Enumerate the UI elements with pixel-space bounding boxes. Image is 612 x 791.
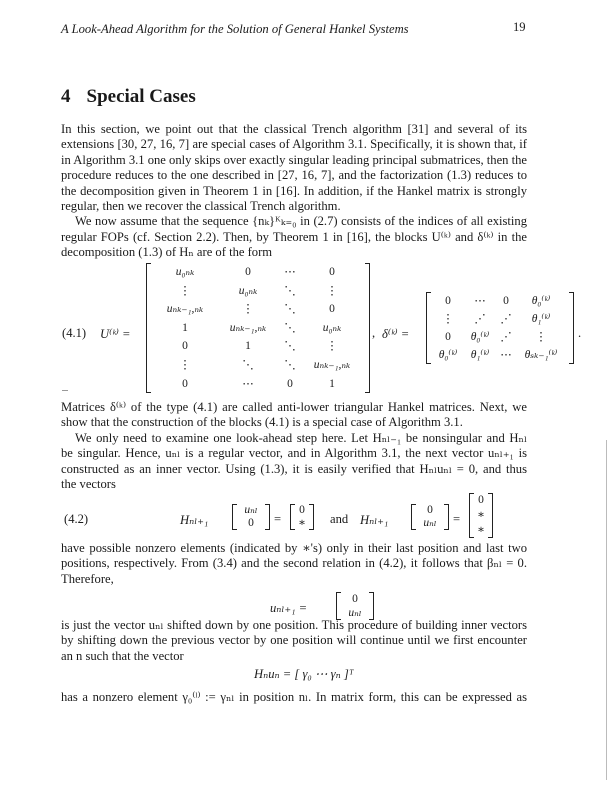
matrix-entry: 1 xyxy=(245,340,251,353)
matrix-entry: 0 xyxy=(182,377,188,390)
text-line: by shifting down the previous vector by one position will continue until we first encounter xyxy=(61,633,527,648)
matrix-entry: 0 xyxy=(182,340,188,353)
text-line: Therefore, xyxy=(61,571,114,586)
matrix-entry: 0 xyxy=(445,331,451,343)
vector-result xyxy=(469,493,493,538)
vector-u xyxy=(232,504,270,530)
matrix-entry: 1 xyxy=(182,321,188,334)
text-line: regular FOPs (cf. Section 2.2). Then, by Theorem 1 in [16], the blocks U⁽ᵏ⁾ and δ⁽ᵏ⁾ in the xyxy=(61,229,527,244)
and-text: and xyxy=(330,512,349,526)
text-line: Matrices δ⁽ᵏ⁾ of the type (4.1) are called anti-lower triangular Hankel matrices. Next, we xyxy=(61,400,527,414)
text-line: the decomposition given in Theorem 1 in [16]. In addition, if the Hankel matrix is strongly xyxy=(61,183,527,198)
text-line: In this section, we point out that the classical Trench algorithm [31] and several of its xyxy=(61,122,527,136)
vector-entry: 0 xyxy=(352,593,358,605)
matrix-delta xyxy=(426,292,574,364)
vector-entry: ∗ xyxy=(477,524,485,536)
vector-entry: 0 xyxy=(299,504,305,516)
matrix-entry: θ₁⁽ᵏ⁾ xyxy=(470,349,490,361)
vector-shifted xyxy=(336,592,374,620)
matrix-entry: ⋱ xyxy=(284,358,296,371)
matrix-entry: ⋱ xyxy=(284,321,296,334)
vector-entry: ∗ xyxy=(477,509,485,521)
H-symbol: Hₙₗ₊₁ xyxy=(360,513,389,527)
matrix-entry: ⋮ xyxy=(442,313,454,325)
scan-edge xyxy=(606,440,607,780)
matrix-entry: ⋱ xyxy=(284,303,296,316)
page-number: 19 xyxy=(513,20,526,34)
text-line: positions, respectively. From (3.4) and the second relation in (4.2), it follows that βₙₗ = 0. xyxy=(61,556,527,571)
matrix-entry: ⋮ xyxy=(326,284,338,297)
margin-mark xyxy=(62,390,68,391)
matrix-entry: θ₁⁽ᵏ⁾ xyxy=(531,313,551,325)
matrix-entry: u₀ₙₖ xyxy=(175,266,195,278)
text-line: an n such that the vector xyxy=(61,648,184,663)
matrix-entry: ⋯ xyxy=(242,377,254,390)
matrix-entry: ⋰ xyxy=(500,331,512,343)
vector-entry: 0 xyxy=(248,517,254,529)
matrix-entry: uₙₖ₋₁,ₙₖ xyxy=(229,321,267,334)
section-heading xyxy=(61,86,212,108)
matrix-entry: uₙₖ₋₁,ₙₖ xyxy=(313,358,351,371)
equation-lhs: uₙₗ₊₁ = xyxy=(270,601,308,615)
matrix-entry: θ₀⁽ᵏ⁾ xyxy=(531,295,551,307)
equation-comma: , xyxy=(372,326,376,340)
H-symbol: Hₙₗ₊₁ xyxy=(180,513,209,527)
matrix-entry: 0 xyxy=(287,377,293,390)
vector-entry: uₙₗ xyxy=(244,504,258,516)
text-line: constructed as an inner vector. Using (1.3), it is easily verified that Hₙₗuₙₗ = 0, and thus xyxy=(61,461,527,476)
matrix-entry: 0 xyxy=(329,266,335,278)
text-line: have possible nonzero elements (indicated by ∗'s) only in their last position and last two xyxy=(61,541,527,555)
text-line: decomposition (1.3) of Hₙ are of the form xyxy=(61,245,273,260)
matrix-entry: θ₀⁽ᵏ⁾ xyxy=(470,331,490,343)
matrix-entry: ⋱ xyxy=(242,358,254,371)
matrix-entry: ⋰ xyxy=(500,313,512,325)
matrix-entry: ⋯ xyxy=(284,266,296,278)
matrix-entry: ⋱ xyxy=(284,284,296,297)
matrix-entry: u₀ₙₖ xyxy=(238,284,258,297)
matrix-entry: 0 xyxy=(445,295,451,307)
matrix-entry: 0 xyxy=(503,295,509,307)
text-line: has a nonzero element γ₀⁽ˡ⁾ := γₙₗ in position nₗ. In matrix form, this can be expressed as xyxy=(61,690,527,704)
running-header: A Look-Ahead Algorithm for the Solution of General Hankel Systems xyxy=(61,22,409,36)
vector-entry: 0 xyxy=(478,494,484,506)
matrix-entry: ⋯ xyxy=(500,349,512,361)
text-line: We only need to examine one look-ahead step here. Let Hₙₗ₋₁ be nonsingular and Hₙₗ xyxy=(75,430,527,445)
equation-lhs: δ⁽ᵏ⁾ = xyxy=(382,327,410,341)
matrix-entry: 0 xyxy=(245,266,251,278)
matrix-entry: 1 xyxy=(329,377,335,390)
vector-entry: ∗ xyxy=(298,517,306,529)
equation-lhs: U⁽ᵏ⁾ = xyxy=(100,327,131,341)
matrix-entry: ⋮ xyxy=(179,358,191,371)
text-line: regular, then we recover the classical Trench algorithm. xyxy=(61,199,341,213)
matrix-entry: 0 xyxy=(329,303,335,316)
matrix-entry: ⋰ xyxy=(474,313,486,325)
matrix-entry: θₛₖ₋₁⁽ᵏ⁾ xyxy=(524,349,558,361)
vector-entry: 0 xyxy=(427,504,433,516)
vector-result xyxy=(290,504,314,530)
equals: = xyxy=(453,512,461,526)
matrix-entry: ⋮ xyxy=(179,284,191,297)
matrix-entry: ⋯ xyxy=(474,295,486,307)
matrix-entry: ⋱ xyxy=(284,340,296,353)
section-number: 4 xyxy=(61,86,71,107)
equation-period: . xyxy=(578,326,582,340)
matrix-entry: ⋮ xyxy=(535,331,547,343)
equation-number: (4.2) xyxy=(64,512,89,526)
text-line: be singular. Hence, uₙₗ is a regular vector, and in Algorithm 3.1, the next vector uₙₗ₊₁ is xyxy=(61,446,527,461)
matrix-U xyxy=(146,263,370,393)
text-line: is just the vector uₙₗ shifted down by one position. This procedure of building inner vectors xyxy=(61,618,527,632)
vector-entry: uₙₗ xyxy=(348,607,362,619)
matrix-entry: uₙₖ₋₁,ₙₖ xyxy=(166,303,204,316)
text-line: procedure reduces to the one described in [27, 16, 7], and the factorization (1.3) reduces to xyxy=(61,168,527,183)
text-line: in Algorithm 3.1 one only skips over exactly singular leading principal submatrices, then the xyxy=(61,152,527,167)
matrix-entry: u₀ₙₖ xyxy=(322,321,342,334)
equation-number: (4.1) xyxy=(62,326,87,340)
matrix-entry: ⋮ xyxy=(242,303,254,316)
vector-entry: uₙₗ xyxy=(423,517,437,529)
matrix-entry: ⋮ xyxy=(326,340,338,353)
text-line: extensions [30, 27, 16, 7] are special cases of Algorithm 3.1. Specifically, it is shown that, if xyxy=(61,137,527,152)
section-title: Special Cases xyxy=(86,86,196,107)
text-line: show that the construction of the blocks (4.1) is a special case of Algorithm 3.1. xyxy=(61,415,463,430)
equals: = xyxy=(274,512,282,526)
equation-Hu: Hₙuₙ = [ γ₀ ⋯ γₙ ]ᵀ xyxy=(254,667,354,681)
text-line: the vectors xyxy=(61,477,116,491)
text-line: We now assume that the sequence {nₖ}ᴷₖ₌₀ in (2.7) consists of the indices of all existing xyxy=(75,214,527,229)
vector-shifted xyxy=(411,504,449,530)
matrix-entry: θ₀⁽ᵏ⁾ xyxy=(438,349,458,361)
